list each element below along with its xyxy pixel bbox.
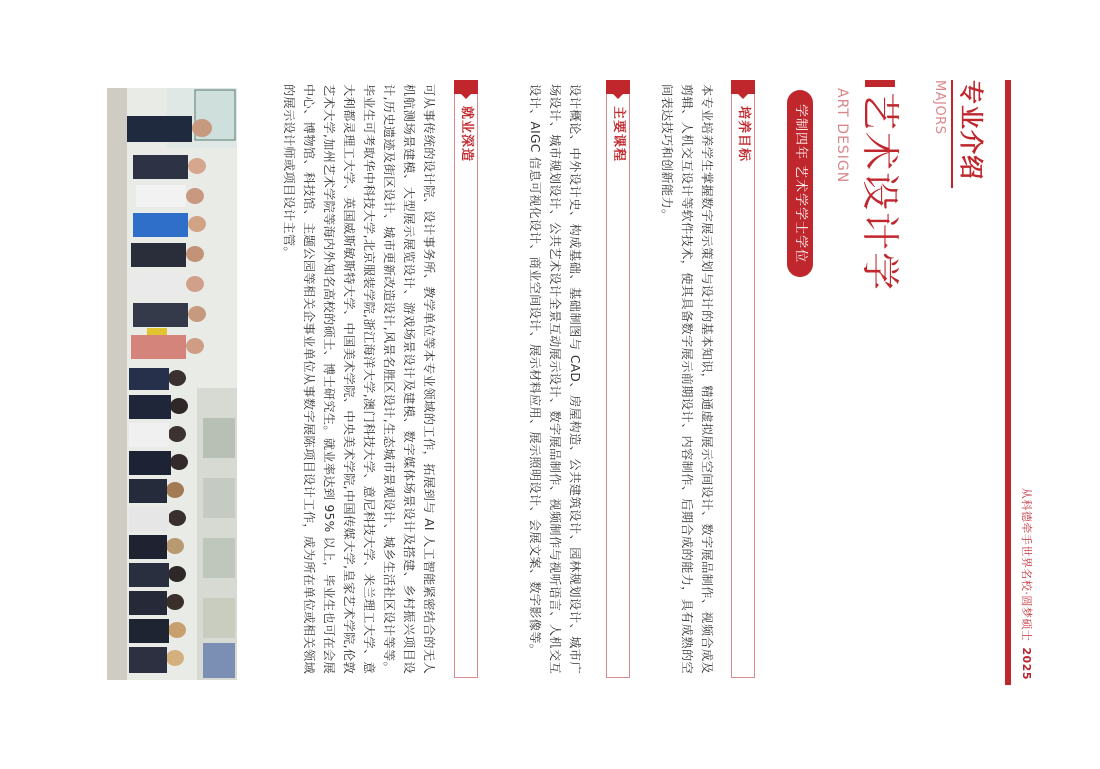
group-photo-illustration <box>107 88 237 680</box>
section-label-courses: 主要课程 <box>611 106 626 163</box>
major-title-accent-bar <box>865 80 895 87</box>
footer-slogan-text: 从科德牵手世界名校·圆梦硕士 <box>1020 487 1033 642</box>
section-text-goals: 本专业培养学生掌握数字展示策划与设计的基本知识，精通虚拟展示空间设计、数字展品制作、视频合成及剪辑、人机交互设计等软件技术，使其具备数字展示前期设计、内容制作、后期合成的能力，具有成熟的空间表达技巧和创新能力。 <box>660 84 714 674</box>
section-header-tab <box>607 80 631 94</box>
section-header-notch <box>461 94 471 99</box>
footer-year: 2025 <box>1020 647 1033 680</box>
section-header-notch <box>613 94 623 99</box>
section-header-career <box>454 80 478 678</box>
section-title: 专业介绍 <box>957 80 986 180</box>
section-header-notch <box>738 94 748 99</box>
major-title: 艺术设计学 <box>858 92 902 293</box>
top-red-rule <box>1005 80 1011 685</box>
section-text-career: 可从事传统的设计院、设计事务所、教学单位等本专业领域的工作，拓展到与 AI 人工智能紧密结合的无人机航测场景建模、大型展示展览设计、游戏场景设计及建模、数字媒体场景设计及搭建、乡村振兴项目设计,历史遗迹及街区设计、城市更新改造设计,风景名胜区设计,生态城市景观设计、城乡生活社区设计等等。毕业生可考取华中科技大学,北京服装学院,浙江海洋大学,澳门科技大学、意尼科技大学、米兰理工大学、意大利都灵理工大学、英国威斯敏斯特大学、中国美术学院、中央美术学院,中国传媒大学,皇家艺术学院,伦敦艺术大学,加州艺术学院等海内外知名高校的硕士、博士研究生。就业率达到 95% 以上，毕业生也可在会展中心、博物馆、科技馆、主题公园等相关企事业单位从事数字展陈项目设计工作，成为所在单位或相关领域的展示设计师或项目设计主管。 <box>282 84 436 674</box>
major-title-english: ART DESIGN <box>834 88 850 184</box>
section-header-tab <box>732 80 756 94</box>
section-label-career: 就业深造 <box>459 106 474 163</box>
section-label-goals: 培养目标 <box>736 106 751 163</box>
group-photo <box>107 88 237 680</box>
degree-badge: 学制四年 艺术学学士学位 <box>787 90 813 277</box>
section-header-courses <box>606 80 630 678</box>
section-text-courses: 设计概论、中外设计史、构成基础、基础制图与 CAD、房屋构造、公共建筑设计、园林规划设计、城市广场设计、城市规划设计、公共艺术设计全景互动展示设计、数字展品制作、视频制作与视听语言、人机交互设计、AIGC 信息可视化设计、商业空间设计、展示材料应用、展示照明设计、会展文案、数字影像等。 <box>528 84 582 674</box>
section-header-goals <box>731 80 755 678</box>
section-subtitle: MAJORS <box>932 80 947 135</box>
section-header-tab <box>455 80 479 94</box>
rotated-document-page <box>100 80 1035 690</box>
footer-slogan <box>1019 488 1035 680</box>
section-title-underline <box>951 80 953 188</box>
